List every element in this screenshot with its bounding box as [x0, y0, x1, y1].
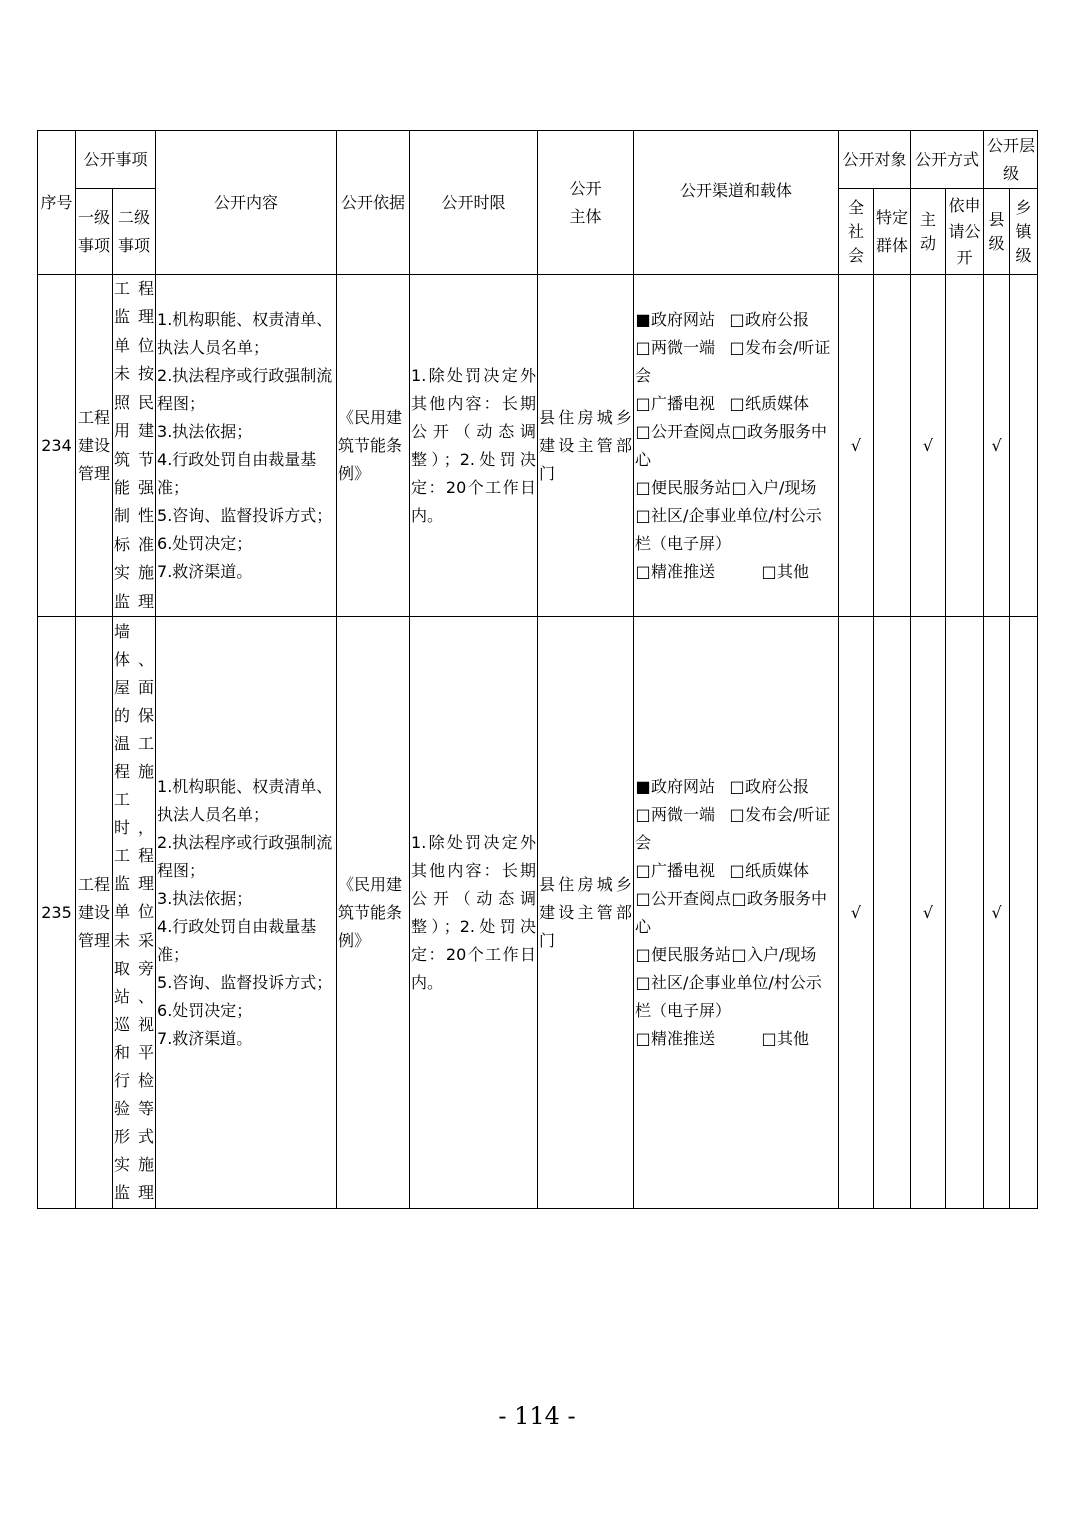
- row-level-county: √: [984, 275, 1010, 617]
- checkbox-empty-icon: □: [635, 477, 651, 497]
- row-audience-all: √: [839, 617, 874, 1209]
- header-method-active: 主动: [911, 189, 946, 275]
- header-audience-all: 全社会: [839, 189, 874, 275]
- checkbox-empty-icon: □: [761, 561, 777, 581]
- header-level-group: 公开层级: [984, 131, 1038, 189]
- checkbox-empty-icon: □: [635, 944, 651, 964]
- row-subject: 县住房城乡建设主管部门: [538, 275, 634, 617]
- row-time-limit: 1.除处罚决定外其他内容：长期公开（动态调整）；2.处罚决定：20个工作日内。: [410, 617, 538, 1209]
- header-channels: 公开渠道和载体: [634, 131, 839, 275]
- checkbox-empty-icon: □: [635, 421, 651, 441]
- row-level2: 墙体、屋面的保温工程施工时，工程监理单位未采取旁站、巡视和平行检验等形式实施监理: [113, 617, 156, 1209]
- checkbox-empty-icon: □: [731, 944, 747, 964]
- header-content: 公开内容: [156, 131, 337, 275]
- header-row-1: [38, 131, 1038, 189]
- header-items-group: 公开事项: [76, 131, 156, 189]
- header-method-group: 公开方式: [911, 131, 984, 189]
- disclosure-table: [37, 130, 1038, 1209]
- checkbox-empty-icon: □: [635, 337, 651, 357]
- checkbox-checked-icon: ■: [635, 309, 651, 329]
- row-channels: ■政府网站 □政府公报 □两微一端 □发布会/听证会 □广播电视 □纸质媒体 □公开查阅点□政务服务中心 □便民服务站□入户/现场 □社区/企事业单位/村公示栏（电子屏） □精准推送 □其他: [634, 275, 839, 617]
- checkbox-empty-icon: □: [729, 804, 745, 824]
- checkbox-empty-icon: □: [729, 776, 745, 796]
- row-method-request: [946, 275, 984, 617]
- row-audience-all: √: [839, 275, 874, 617]
- row-level-county: √: [984, 617, 1010, 1209]
- header-audience-specific: 特定群体: [874, 189, 911, 275]
- row-audience-specific: [874, 617, 911, 1209]
- row-method-active: √: [911, 275, 946, 617]
- checkbox-empty-icon: □: [635, 804, 651, 824]
- checkbox-empty-icon: □: [635, 561, 651, 581]
- checkbox-empty-icon: □: [729, 393, 745, 413]
- checkbox-empty-icon: □: [729, 337, 745, 357]
- row-level-town: [1010, 275, 1038, 617]
- row-basis: 《民用建筑节能条例》: [337, 275, 410, 617]
- row-time-limit: 1.除处罚决定外其他内容：长期公开（动态调整）；2.处罚决定：20个工作日内。: [410, 275, 538, 617]
- header-level1: 一级事项: [76, 189, 113, 275]
- row-seq: 235: [38, 617, 76, 1209]
- row-level2: 工程监理单位未按照民用建筑节能强制性标准实施监理: [113, 275, 156, 617]
- table-row: [38, 617, 1038, 1209]
- row-channels: ■政府网站 □政府公报 □两微一端 □发布会/听证会 □广播电视 □纸质媒体 □公开查阅点□政务服务中心 □便民服务站□入户/现场 □社区/企事业单位/村公示栏（电子屏） □精准推送 □其他: [634, 617, 839, 1209]
- checkbox-empty-icon: □: [635, 1028, 651, 1048]
- header-seq: 序号: [38, 131, 76, 275]
- row-method-request: [946, 617, 984, 1209]
- page-number: - 114 -: [498, 1402, 576, 1430]
- header-level-town: 乡镇级: [1010, 189, 1038, 275]
- checkbox-empty-icon: □: [731, 888, 747, 908]
- checkbox-empty-icon: □: [729, 309, 745, 329]
- checkbox-empty-icon: □: [731, 421, 747, 441]
- checkbox-empty-icon: □: [635, 888, 651, 908]
- row-content: 1.机构职能、权责清单、执法人员名单； 2.执法程序或行政强制流程图； 3.执法依据； 4.行政处罚自由裁量基准； 5.咨询、监督投诉方式； 6.处罚决定； 7.救济渠道。: [156, 275, 337, 617]
- header-time-limit: 公开时限: [410, 131, 538, 275]
- checkbox-empty-icon: □: [635, 860, 651, 880]
- header-subject: 公开主体: [538, 131, 634, 275]
- row-basis: 《民用建筑节能条例》: [337, 617, 410, 1209]
- header-level2: 二级事项: [113, 189, 156, 275]
- row-seq: 234: [38, 275, 76, 617]
- header-method-request: 依申请公开: [946, 189, 984, 275]
- checkbox-checked-icon: ■: [635, 776, 651, 796]
- checkbox-empty-icon: □: [761, 1028, 777, 1048]
- checkbox-empty-icon: □: [635, 393, 651, 413]
- header-audience-group: 公开对象: [839, 131, 911, 189]
- checkbox-empty-icon: □: [729, 860, 745, 880]
- row-method-active: √: [911, 617, 946, 1209]
- row-subject: 县住房城乡建设主管部门: [538, 617, 634, 1209]
- checkbox-empty-icon: □: [731, 477, 747, 497]
- header-basis: 公开依据: [337, 131, 410, 275]
- row-audience-specific: [874, 275, 911, 617]
- row-level1: 工程建设管理: [76, 275, 113, 617]
- row-content: 1.机构职能、权责清单、执法人员名单； 2.执法程序或行政强制流程图； 3.执法依据； 4.行政处罚自由裁量基准； 5.咨询、监督投诉方式； 6.处罚决定； 7.救济渠道。: [156, 617, 337, 1209]
- table-row: [38, 275, 1038, 617]
- checkbox-empty-icon: □: [635, 505, 651, 525]
- header-level-county: 县级: [984, 189, 1010, 275]
- row-level-town: [1010, 617, 1038, 1209]
- checkbox-empty-icon: □: [635, 972, 651, 992]
- row-level1: 工程建设管理: [76, 617, 113, 1209]
